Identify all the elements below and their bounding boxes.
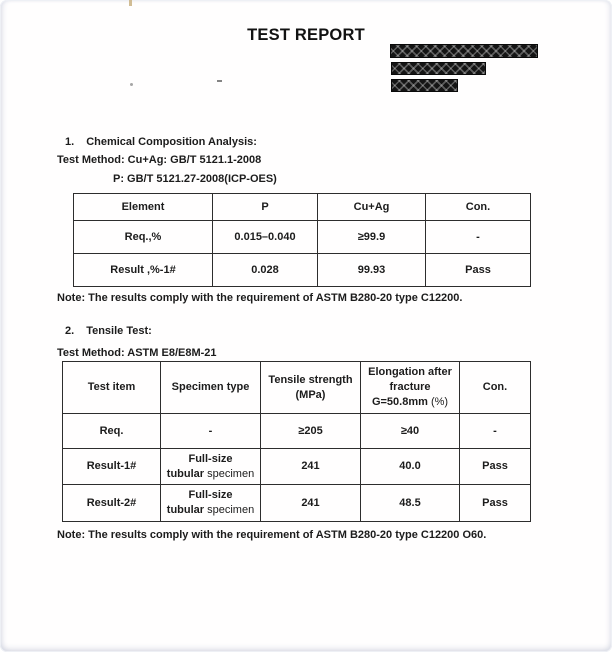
section-1-heading: [65, 136, 257, 148]
cell-result2-specimen: [161, 485, 261, 522]
gauge-length: G=50.8mm: [371, 396, 428, 408]
section-1-title: Chemical Composition Analysis:: [86, 136, 257, 148]
header-cell-p: P: [213, 194, 318, 221]
section-2-note: Note: The results comply with the requirement of ASTM B280-20 type C12200 O60.: [57, 529, 487, 541]
specimen-line-2-tail: specimen: [204, 467, 255, 480]
table-header-row: [74, 194, 531, 221]
cell-result2-item: Result-2#: [63, 485, 161, 522]
elongation-header-line-3: [361, 395, 459, 410]
tensile-header-line-2: (MPa): [295, 388, 326, 401]
redaction-bar-1: [390, 44, 538, 58]
cell-req-cuag: ≥99.9: [318, 221, 426, 254]
scan-artifact-top-mark: [129, 0, 132, 6]
header-cell-specimen-type: Specimen type: [161, 362, 261, 414]
table-row: [63, 485, 531, 522]
section-2-number: 2.: [65, 325, 75, 337]
cell-req-tensile: ≥205: [261, 414, 361, 449]
table-row: [74, 221, 531, 254]
section-2-test-method-line-1: Test Method: ASTM E8/E8M-21: [57, 347, 217, 359]
cell-req-elongation: ≥40: [361, 414, 460, 449]
header-cell-element: Element: [74, 194, 213, 221]
cell-result1-con: Pass: [460, 449, 531, 485]
table-row: [63, 449, 531, 485]
section-1-note: Note: The results comply with the requirement of ASTM B280-20 type C12200.: [57, 292, 463, 304]
specimen-line-1: Full-size: [188, 489, 233, 501]
cell-req-item: Req.: [63, 414, 161, 449]
table-row: [74, 254, 531, 287]
cell-result2-con: Pass: [460, 485, 531, 522]
section-2-title: Tensile Test:: [86, 325, 152, 337]
specimen-line-2: [161, 467, 260, 482]
cell-result2-elongation: 48.5: [361, 485, 460, 522]
header-cell-con: Con.: [460, 362, 531, 414]
cell-result1-item: Result-1#: [63, 449, 161, 485]
table-row: [63, 414, 531, 449]
cell-req-con: -: [426, 221, 531, 254]
section-2-heading: [65, 325, 152, 337]
scan-artifact-dash: [217, 80, 222, 82]
specimen-line-1: Full-size: [188, 452, 233, 465]
header-cell-cuag: Cu+Ag: [318, 194, 426, 221]
cell-req-p: 0.015–0.040: [213, 221, 318, 254]
section-1-number: 1.: [65, 136, 75, 148]
cell-result1-elongation: 40.0: [361, 449, 460, 485]
cell-req-specimen: -: [161, 414, 261, 449]
scan-artifact-dot: [130, 83, 133, 86]
cell-result1-specimen: [161, 449, 261, 485]
page-title: TEST REPORT: [247, 26, 365, 44]
chemical-composition-table: [73, 193, 531, 287]
gauge-unit: (%): [427, 396, 449, 408]
specimen-line-2: [161, 503, 260, 518]
specimen-line-2-tail: specimen: [204, 504, 255, 516]
cell-result-cuag: 99.93: [318, 254, 426, 287]
specimen-line-2-main: tubular: [166, 504, 205, 516]
cell-result-con: Pass: [426, 254, 531, 287]
cell-result2-tensile: 241: [261, 485, 361, 522]
redaction-bar-2: [391, 62, 486, 75]
cell-result-p: 0.028: [213, 254, 318, 287]
header-cell-test-item: Test item: [63, 362, 161, 414]
cell-result1-tensile: 241: [261, 449, 361, 485]
header-cell-tensile-strength: [261, 362, 361, 414]
tensile-test-table: [62, 361, 531, 522]
cell-req-label: Req.,%: [74, 221, 213, 254]
elongation-header-line-1: Elongation after: [368, 366, 452, 378]
specimen-line-2-main: tubular: [166, 467, 205, 480]
redaction-bar-3: [391, 79, 458, 92]
section-1-test-method-line-1: Test Method: Cu+Ag: GB/T 5121.1-2008: [57, 154, 262, 166]
header-cell-con: Con.: [426, 194, 531, 221]
cell-result-label: Result ,%-1#: [74, 254, 213, 287]
section-1-test-method-line-2: P: GB/T 5121.27-2008(ICP-OES): [113, 173, 277, 185]
header-cell-elongation: [361, 362, 460, 414]
cell-req-con: -: [460, 414, 531, 449]
table-header-row: [63, 362, 531, 414]
tensile-header-line-1: Tensile strength: [268, 373, 353, 386]
elongation-header-line-2: fracture: [389, 381, 431, 393]
